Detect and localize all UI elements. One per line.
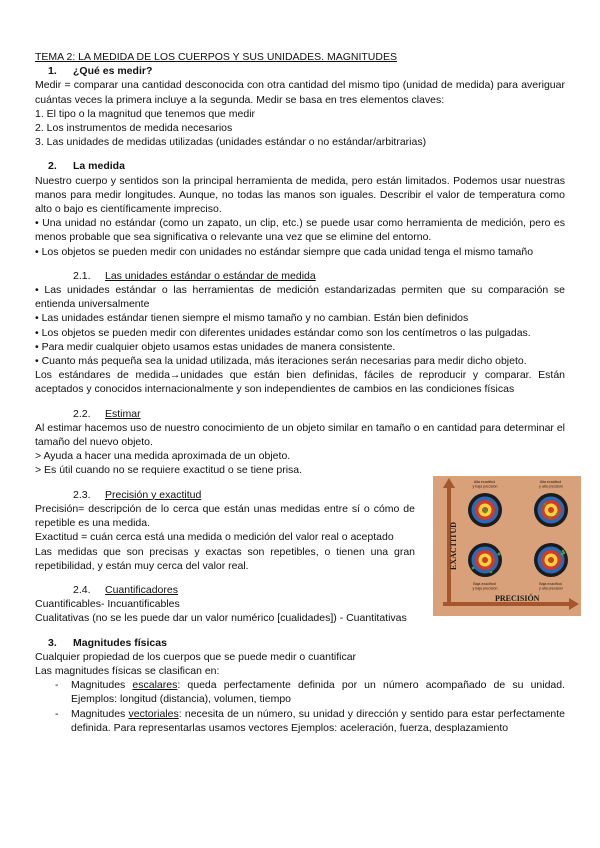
section-2-2-heading: 2.2. Estimar bbox=[73, 407, 141, 420]
section-3-heading: 3. Magnitudes físicas bbox=[48, 636, 167, 649]
section-2-heading: 2. La medida bbox=[48, 160, 125, 173]
accuracy-definition: Exactitud = cuán cerca está una medida o medición del valor real o aceptado bbox=[35, 531, 394, 544]
caption-bottom-right: Baja exactitud y alta precisión bbox=[539, 582, 563, 591]
page-title: TEMA 2: LA MEDIDA DE LOS CUERPOS Y SUS UNIDADES. MAGNITUDES bbox=[35, 51, 397, 63]
list-item: > Es útil cuando no se requiere exactitud o se tiene prisa. bbox=[35, 464, 303, 477]
list-item: 3. Las unidades de medidas utilizadas (unidades estándar o no estándar/arbitrarias) bbox=[35, 136, 427, 149]
document-page bbox=[35, 0, 565, 735]
section-1-heading: 1. ¿Qué es medir? bbox=[48, 65, 153, 78]
target-top-left bbox=[468, 493, 502, 527]
section-2-3-heading: 2.3. Precisión y exactitud bbox=[73, 488, 202, 501]
section-1-paragraph: Medir = comparar una cantidad desconocida con otra cantidad del mismo tipo (unidad de medida) para averiguar cuántas veces la primera incluye a la segunda. Medir se basa en tres elementos claves: bbox=[35, 79, 565, 106]
target-top-right bbox=[534, 493, 568, 527]
section-2-1-paragraph: Los estándares de medida→unidades que están bien definidas, fáciles de reproducir y comparar. Están aceptados y conocidos internacionalmente y son independientes de cambios en las condiciones físicas bbox=[35, 369, 565, 396]
list-item: > Ayuda a hacer una medida aproximada de un objeto. bbox=[35, 450, 291, 463]
section-3-paragraph: Cualquier propiedad de los cuerpos que se puede medir o cuantificar bbox=[35, 650, 357, 663]
caption-top-right: Alta exactitud y alta precisión bbox=[539, 480, 563, 489]
target-bottom-right bbox=[534, 543, 568, 577]
section-2-2-paragraph: Al estimar hacemos uso de nuestro conocimiento de un objeto similar en tamaño o en cantidad para determinar el tamaño del nuevo objeto. bbox=[35, 421, 565, 449]
list-item: 1. El tipo o la magnitud que tenemos que medir bbox=[35, 107, 256, 120]
vector-magnitudes-item: - Magnitudes vectoriales: necesita de un número, su unidad y dirección y sentido para estar perfectamente definida. Para representarlas usamos vectores Ejemplos: aceleración, fuerza, desplazamiento bbox=[55, 707, 566, 734]
list-item: 2. Los instrumentos de medida necesarios bbox=[35, 122, 233, 135]
bullet-item: • Las unidades estándar tienen siempre el mismo tamaño y no cambian. Están bien definidos bbox=[35, 312, 469, 325]
bullet-item: • Para medir cualquier objeto usamos estas unidades de manera consistente. bbox=[35, 340, 396, 353]
y-axis-label: EXACTITUD bbox=[449, 521, 458, 570]
caption-bottom-left: Baja exactitud y baja precisión bbox=[472, 582, 498, 591]
section-3-paragraph: Las magnitudes físicas se clasifican en: bbox=[35, 664, 220, 677]
caption-top-left: Alta exactitud y baja precisión bbox=[472, 480, 498, 489]
section-2-3-paragraph: Las medidas que son precisas y exactas son repetibles, o tienen una gran repetibilidad, y están muy cerca del valor real. bbox=[35, 545, 415, 572]
section-2-paragraph: Nuestro cuerpo y sentidos son la principal herramienta de medida, pero están limitados. Podemos usar nuestras manos para medir longitudes. Aunque, no todas las manos son iguales. Describir el valor de temperatura como alto o bajo es científicamente impreciso. bbox=[35, 174, 565, 216]
scalar-magnitudes-item: - Magnitudes escalares: queda perfectamente definida por un número acompañado de su unidad. Ejemplos: longitud (distancia), volumen, tiempo bbox=[55, 679, 566, 706]
target-bottom-left bbox=[468, 543, 502, 577]
bullet-item: • Las unidades estándar o las herramientas de medición estandarizadas permiten que su comparación se entienda universalmente bbox=[35, 284, 565, 311]
list-item: Cualitativas (no se les puede dar un valor numérico [cualidades]) - Cuantitativas bbox=[35, 612, 407, 625]
bullet-item: • Una unidad no estándar (como un zapato, un clip, etc.) se puede usar como herramienta de medición, pero es menos probable que sea significativa o relevante una vez que se elimine del entorno. bbox=[35, 217, 565, 244]
precision-definition: Precisión= descripción de lo cerca que están unas medidas entre sí o cómo de repetible es una medida. bbox=[35, 502, 415, 530]
section-2-4-heading: 2.4. Cuantificadores bbox=[73, 583, 178, 596]
precision-accuracy-figure bbox=[433, 476, 581, 616]
section-2-1-heading: 2.1. Las unidades estándar o estándar de medida bbox=[73, 269, 316, 282]
bullet-item: • Los objetos se pueden medir con diferentes unidades estándar como son los centímetros o las pulgadas. bbox=[35, 326, 531, 339]
list-item: Cuantificables- Incuantificables bbox=[35, 598, 180, 611]
bullet-item: • Cuanto más pequeña sea la unidad utilizada, más iteraciones serán necesarias para medir dicho objeto. bbox=[35, 355, 527, 368]
x-axis-label: PRECISIÓN bbox=[495, 594, 540, 603]
bullet-item: • Los objetos se pueden medir con unidades no estándar siempre que cada unidad tenga el mismo tamaño bbox=[35, 245, 534, 258]
